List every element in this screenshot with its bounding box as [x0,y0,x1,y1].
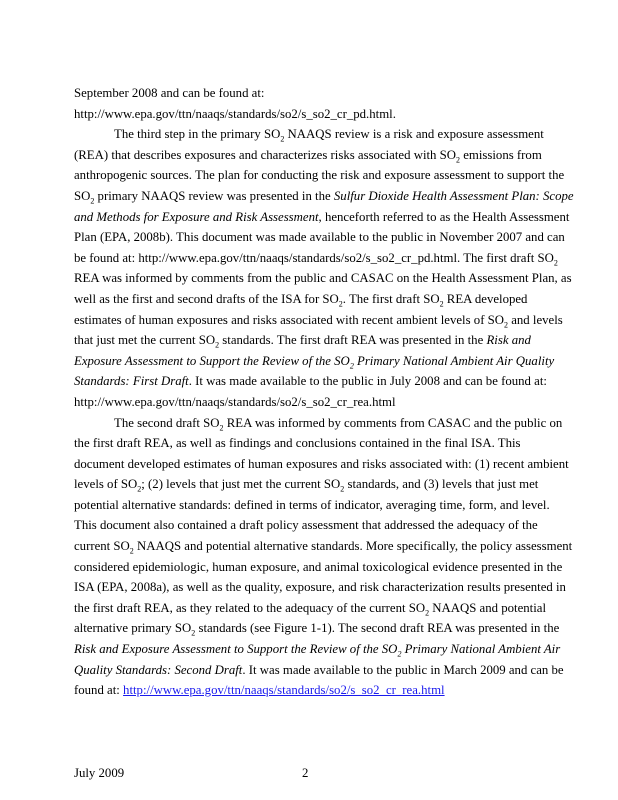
subscript: 2 [137,484,142,494]
text-run: NAAQS and potential alternative primary SO [74,600,547,636]
text-run: Primary National Ambient Air Quality Standards: Second Draft [74,642,561,677]
text-run: The second draft SO [114,415,220,430]
text-run: Primary National Ambient Air Quality Standards: First Draft [74,353,555,389]
subscript: 2 [349,361,354,371]
text-run: standards (see Figure 1-1). The second draft REA was presented in the [195,621,560,636]
text-run: primary NAAQS review was presented in the [94,188,334,203]
p1-url: http://www.epa.gov/ttn/naaqs/standards/so2/s_so2_cr_pd.html. [74,106,396,121]
text-run: Risk and Exposure Assessment to Support the Review of the SO [74,333,531,368]
footer-date: July 2009 [74,766,125,780]
text-run: standards, and (3) levels that just met potential alternative standards: defined in terms of indicator, averaging time, form, and level. This document also contained a draft policy assessment that addressed the adequacy of the current SO [74,477,550,554]
subscript: 2 [553,258,558,268]
text-run: . The first draft SO [342,291,440,306]
text-run: REA was informed by comments from the public and CASAC on the Health Assessment Plan, as well as the first and second drafts of the ISA for SO [74,271,572,306]
subscript: 2 [397,649,402,659]
text-run: REA developed estimates of human exposures and risks associated with recent ambient levels of SO [74,291,528,327]
paragraph-2 [74,124,574,412]
page-number: 2 [302,766,309,780]
paragraph-1 [74,83,574,124]
rea-link[interactable]: http://www.epa.gov/ttn/naaqs/standards/so2/s_so2_cr_rea.html [123,683,445,698]
report-title: Sulfur Dioxide Health Assessment Plan: Scope and Methods for Exposure and Risk Assessment [74,188,574,224]
text-run: and levels that just met the current SO [74,312,563,348]
text-run: NAAQS review is a risk and exposure assessment (REA) that describes exposures and characterizes risks associated with SO [74,127,544,162]
subscript: 2 [215,340,220,350]
subscript: 2 [340,484,345,494]
subscript: 2 [219,423,224,433]
subscript: 2 [504,320,509,330]
p1-line1: September 2008 and can be found at: [74,86,265,100]
subscript: 2 [456,155,461,165]
text-run: , henceforth referred to as the Health Assessment Plan (EPA, 2008b). This document was made available to the public in November 2007 and can be found at: http://www.epa.gov/ttn/naaqs/standards/so2/s_so2_cr_pd.html. The first draft SO [74,209,570,265]
text-run: Risk and Exposure Assessment to Support the Review of the SO [74,642,398,657]
subscript: 2 [129,546,134,556]
text-run: emissions from anthropogenic sources. The plan for conducting the risk and exposure assessment to support the SO [74,147,565,203]
text-run: REA was informed by comments from CASAC and the public on the first draft REA, as well as findings and conclusions contained in the final ISA. This document developed estimates of human exposures and risks associated with: (1) recent ambient levels of SO [74,415,569,492]
paragraph-3 [74,413,574,701]
text-run: standards. The first draft REA was presented in the [219,333,487,348]
text-run: ; (2) levels that just met the current SO [141,477,341,492]
body-text [74,83,574,701]
subscript: 2 [280,134,285,144]
text-run: . It was made available to the public in July 2008 and can be found at: http://www.epa.gov/ttn/naaqs/standards/so2/s_so2_cr_rea.html [74,374,547,409]
text-run: . It was made available to the public in March 2009 and can be found at: [74,662,564,698]
text-run: NAAQS and potential alternative standards. More specifically, the policy assessment considered epidemiologic, human exposure, and animal toxicological evidence presented in the ISA (EPA, 2008a), as well as the quality, exposure, and risk characterization results presented in the first draft REA, as they related to the adequacy of the current SO [74,539,573,615]
subscript: 2 [338,299,343,309]
subscript: 2 [90,196,95,206]
text-run: The third step in the primary SO [114,127,281,142]
subscript: 2 [191,628,196,638]
subscript: 2 [425,608,430,618]
subscript: 2 [439,299,444,309]
